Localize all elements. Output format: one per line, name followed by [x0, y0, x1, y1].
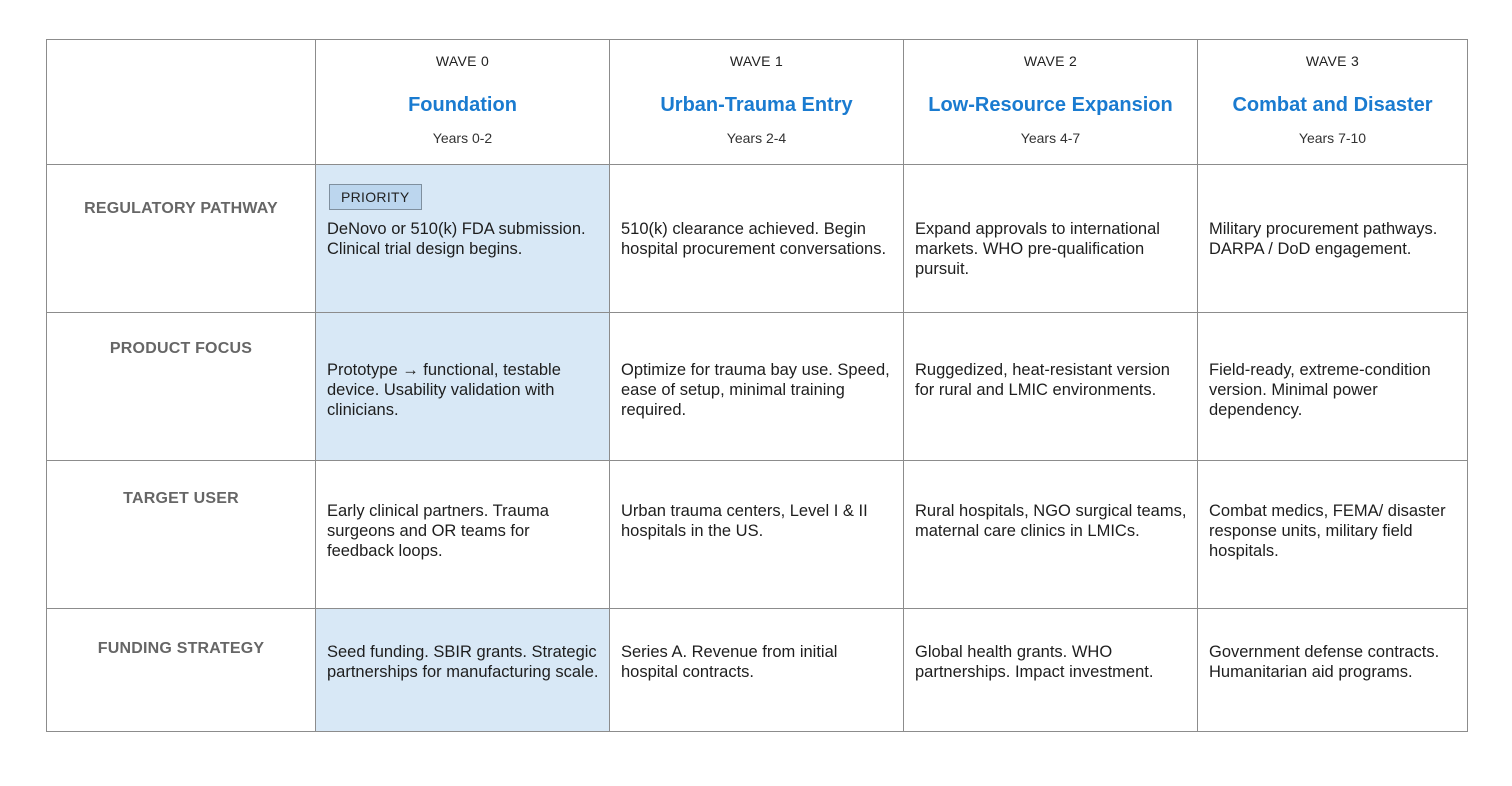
cell-text: Rural hospitals, NGO surgical teams, maternal care clinics in LMICs. — [915, 502, 1187, 540]
cell-text: Global health grants. WHO partnerships. Impact investment. — [915, 643, 1154, 681]
table-cell — [316, 165, 610, 313]
roadmap-table — [46, 39, 1468, 732]
cell-text: Expand approvals to international markets. WHO pre-qualification pursuit. — [915, 220, 1160, 278]
table-cell — [1198, 165, 1468, 313]
cell-text: Early clinical partners. Trauma surgeons and OR teams for feedback loops. — [327, 502, 549, 560]
priority-badge: PRIORITY — [329, 184, 422, 210]
wave-title: Low-Resource Expansion — [928, 94, 1173, 116]
cell-text: Government defense contracts. Humanitarian aid programs. — [1209, 643, 1440, 681]
wave-label: WAVE 0 — [435, 53, 490, 69]
wave-years: Years 7-10 — [1298, 130, 1367, 146]
wave-title: Combat and Disaster — [1232, 94, 1433, 116]
table-cell — [610, 165, 904, 313]
wave-years: Years 2-4 — [726, 130, 787, 146]
cell-text: Combat medics, FEMA/ disaster response units, military field hospitals. — [1209, 502, 1446, 560]
row-label-product-focus: PRODUCT FOCUS — [47, 313, 316, 461]
wave-title: Urban-Trauma Entry — [660, 94, 853, 116]
table-cell — [610, 609, 904, 732]
cell-text: 510(k) clearance achieved. Begin hospital procurement conversations. — [621, 220, 887, 258]
wave-label: WAVE 2 — [1023, 53, 1078, 69]
table-cell — [316, 313, 610, 461]
row-label-target-user: TARGET USER — [47, 461, 316, 609]
cell-text: DeNovo or 510(k) FDA submission. Clinical trial design begins. — [327, 220, 586, 258]
wave-label: WAVE 3 — [1305, 53, 1360, 69]
table-cell — [316, 461, 610, 609]
cell-text: Series A. Revenue from initial hospital contracts. — [621, 643, 838, 681]
column-header-wave-2 — [904, 40, 1198, 165]
corner-cell — [47, 40, 316, 165]
table-cell — [1198, 461, 1468, 609]
cell-text: Seed funding. SBIR grants. Strategic partnerships for manufacturing scale. — [327, 643, 599, 681]
row-label-regulatory-pathway: REGULATORY PATHWAY — [47, 165, 316, 313]
cell-text: Optimize for trauma bay use. Speed, ease of setup, minimal training required. — [621, 361, 890, 419]
table-cell — [904, 313, 1198, 461]
table-cell — [610, 461, 904, 609]
table-cell — [1198, 313, 1468, 461]
row-label-funding-strategy: FUNDING STRATEGY — [47, 609, 316, 732]
wave-title: Foundation — [408, 94, 517, 116]
column-header-wave-0 — [316, 40, 610, 165]
cell-text: Field-ready, extreme-condition version. Minimal power dependency. — [1209, 361, 1431, 419]
table-cell — [904, 609, 1198, 732]
table-cell — [904, 461, 1198, 609]
column-header-wave-3 — [1198, 40, 1468, 165]
table-cell — [904, 165, 1198, 313]
wave-label: WAVE 1 — [729, 53, 784, 69]
column-header-wave-1 — [610, 40, 904, 165]
table-cell — [610, 313, 904, 461]
cell-text: Ruggedized, heat-resistant version for rural and LMIC environments. — [915, 361, 1170, 399]
table-cell — [316, 609, 610, 732]
cell-text: Urban trauma centers, Level I & II hospitals in the US. — [621, 502, 868, 540]
wave-years: Years 4-7 — [1020, 130, 1081, 146]
table-cell — [1198, 609, 1468, 732]
cell-text: Military procurement pathways. DARPA / DoD engagement. — [1209, 220, 1438, 258]
wave-years: Years 0-2 — [432, 130, 493, 146]
cell-text: Prototype → functional, testable device. Usability validation with clinicians. — [327, 361, 561, 419]
